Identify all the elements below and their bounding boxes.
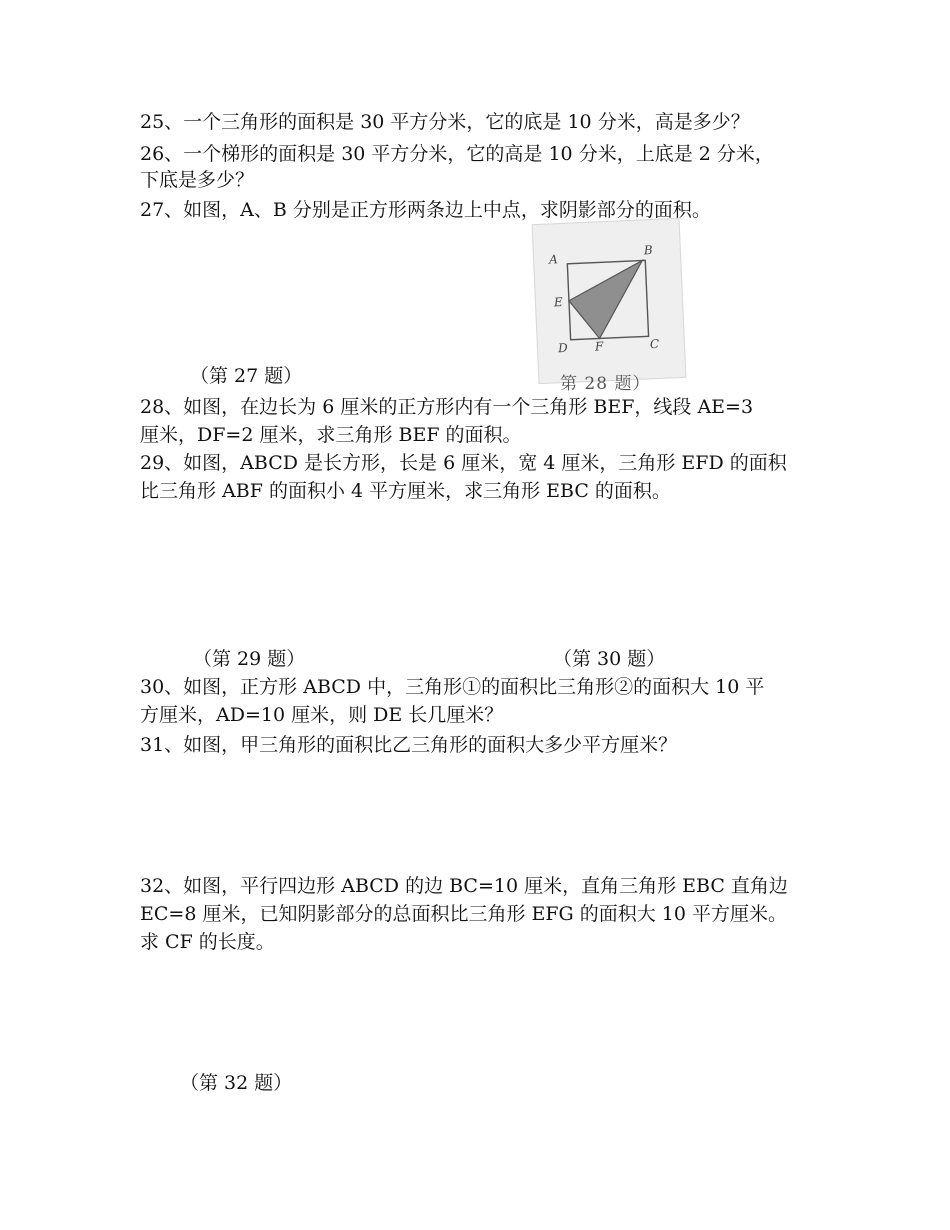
label-c: C xyxy=(649,336,660,352)
question-29-line-2: 比三角形 ABF 的面积小 4 平方厘米，求三角形 EBC 的面积。 xyxy=(140,480,671,502)
figure-27-diagram xyxy=(533,219,686,383)
shaded-triangle xyxy=(567,261,645,340)
question-32-line-3: 求 CF 的长度。 xyxy=(140,931,275,953)
label-f: F xyxy=(594,339,604,354)
question-25: 25、一个三角形的面积是 30 平方分米，它的底是 10 分米，高是多少？ xyxy=(140,111,750,133)
question-30-line-1: 30、如图，正方形 ABCD 中，三角形①的面积比三角形②的面积大 10 平 xyxy=(140,676,765,698)
caption-figure-29: （第 29 题） xyxy=(193,648,306,670)
caption-figure-30: （第 30 题） xyxy=(553,648,666,670)
question-28-line-1: 28、如图，在边长为 6 厘米的正方形内有一个三角形 BEF，线段 AE=3 xyxy=(140,396,754,418)
question-32-line-2: EC=8 厘米，已知阴影部分的总面积比三角形 EFG 的面积大 10 平方厘米。 xyxy=(140,903,788,925)
figure-27 xyxy=(535,221,685,386)
question-28-line-2: 厘米，DF=2 厘米，求三角形 BEF 的面积。 xyxy=(140,424,522,446)
figure-27-photo xyxy=(532,218,687,384)
question-26-line-2: 下底是多少？ xyxy=(140,169,255,191)
label-b: B xyxy=(643,243,653,258)
question-29-line-1: 29、如图，ABCD 是长方形，长是 6 厘米，宽 4 厘米，三角形 EFD 的面积 xyxy=(140,452,787,474)
question-27: 27、如图，A、B 分别是正方形两条边上中点，求阴影部分的面积。 xyxy=(140,199,711,221)
label-a: A xyxy=(548,252,559,267)
question-30-line-2: 方厘米，AD=10 厘米，则 DE 长几厘米？ xyxy=(140,704,504,726)
caption-figure-27: （第 27 题） xyxy=(190,365,303,387)
question-26-line-1: 26、一个梯形的面积是 30 平方分米，它的高是 10 分米，上底是 2 分米， xyxy=(140,143,774,165)
label-d: D xyxy=(557,340,568,356)
caption-figure-32: （第 32 题） xyxy=(180,1072,293,1094)
label-e: E xyxy=(553,295,564,310)
question-32-line-1: 32、如图，平行四边形 ABCD 的边 BC=10 厘米，直角三角形 EBC 直角边 xyxy=(140,875,788,897)
figure-28-caption-peek: 第 28 题） xyxy=(560,374,651,394)
question-31: 31、如图，甲三角形的面积比乙三角形的面积大多少平方厘米？ xyxy=(140,734,678,756)
